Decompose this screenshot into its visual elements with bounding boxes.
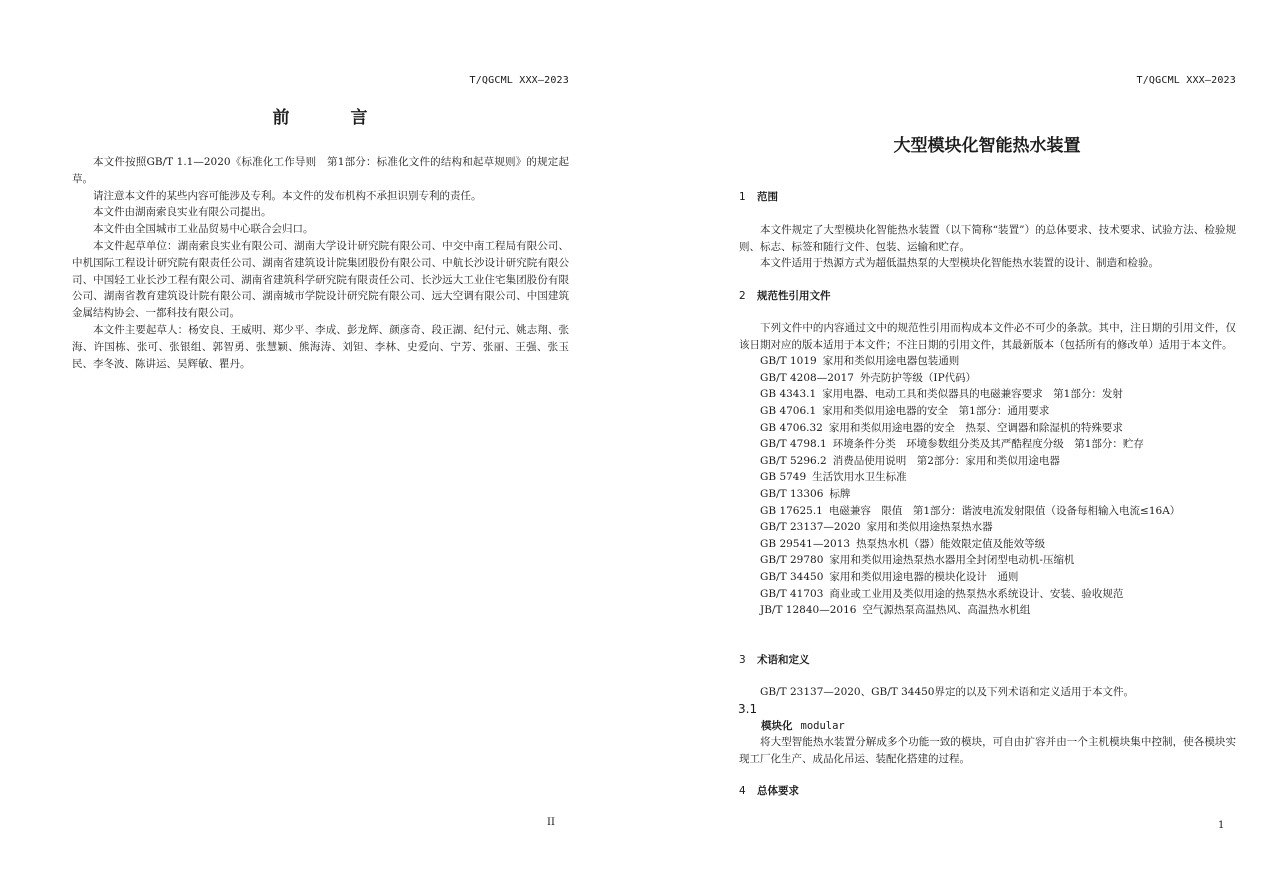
document-code: T/QGCML XXX—2023 [469, 75, 569, 86]
reference-list [739, 353, 1236, 619]
reference-item: GB/T 5296.2 消费品使用说明 第2部分：家用和类似用途电器 [760, 454, 1060, 467]
section-heading-terms [739, 652, 810, 668]
section-title: 术语和定义 [757, 654, 810, 666]
reference-item: GB/T 34450 家用和类似用途电器的模块化设计 通则 [760, 570, 1019, 583]
preface-page [0, 0, 640, 887]
page-number: 1 [1218, 820, 1225, 831]
reference-item: GB/T 4798.1 环境条件分类 环境参数组分类及其严酷程度分级 第1部分：贮存 [760, 438, 1144, 451]
scope-paragraph: 本文件规定了大型模块化智能热水装置（以下简称“装置”）的总体要求、技术要求、试验方法、检验规则、标志、标签和随行文件、包装、运输和贮存。 [739, 224, 1236, 253]
reference-item: GB 4706.1 家用和类似用途电器的安全 第1部分：通用要求 [760, 404, 1050, 417]
term-chinese: 模块化 [761, 720, 793, 732]
content-page [647, 0, 1287, 887]
reference-item: JB/T 12840—2016 空气源热泵高温热风、高温热水机组 [760, 604, 1031, 617]
section-heading-normative [739, 288, 831, 304]
section-number: 2 [739, 290, 746, 302]
section-heading-general [739, 783, 799, 799]
document-code: T/QGCML XXX—2023 [1136, 75, 1236, 86]
preface-paragraph: 请注意本文件的某些内容可能涉及专利。本文件的发布机构不承担识别专利的责任。 [93, 189, 482, 202]
preface-body [72, 154, 569, 372]
section-number: 1 [739, 191, 746, 203]
section-heading-scope [739, 189, 778, 205]
reference-item: GB/T 13306 标牌 [760, 487, 851, 500]
preface-paragraph: 本文件由全国城市工业品贸易中心联合会归口。 [93, 223, 314, 236]
section-title: 范围 [757, 191, 778, 203]
term-entry [761, 718, 845, 734]
reference-item: GB 29541—2013 热泵热水机（器）能效限定值及能效等级 [760, 537, 1046, 550]
reference-item: GB 5749 生活饮用水卫生标准 [760, 471, 907, 484]
reference-item: GB/T 1019 家用和类似用途电器包装通则 [760, 355, 960, 368]
scope-paragraph: 本文件适用于热源方式为超低温热泵的大型模块化智能热水装置的设计、制造和检验。 [760, 257, 1159, 270]
preface-paragraph: 本文件按照GB/T 1.1—2020《标准化工作导则 第1部分：标准化文件的结构和起草规则》的规定起草。 [72, 156, 569, 185]
section-number: 3 [739, 654, 746, 666]
page-number: II [547, 817, 555, 828]
reference-item: GB 4343.1 家用电器、电动工具和类似器具的电磁兼容要求 第1部分：发射 [760, 388, 1123, 401]
reference-item: GB/T 23137—2020 家用和类似用途热泵热水器 [760, 521, 993, 534]
reference-item: GB/T 4208—2017 外壳防护等级（IP代码） [760, 371, 977, 384]
section-number: 4 [739, 785, 746, 797]
normative-body [739, 320, 1236, 619]
normative-intro: 下列文件中的内容通过文中的规范性引用而构成本文件必不可少的条款。其中，注日期的引用文件，仅该日期对应的版本适用于本文件；不注日期的引用文件，其最新版本（包括所有的修改单）适用于本文件。 [739, 322, 1236, 351]
reference-item: GB 4706.32 家用和类似用途电器的安全 热泵、空调器和除湿机的特殊要求 [760, 421, 1123, 434]
term-definition [739, 734, 1236, 767]
terms-intro-text: GB/T 23137—2020、GB/T 34450界定的以及下列术语和定义适用于本文件。 [760, 686, 1134, 698]
scope-body [739, 222, 1236, 272]
reference-item: GB/T 29780 家用和类似用途热泵热水器用全封闭型电动机-压缩机 [760, 554, 1075, 567]
preface-title: 前 言 [272, 108, 390, 128]
preface-paragraph: 本文件起草单位：湖南索良实业有限公司、湖南大学设计研究院有限公司、中交中南工程局有限公司、中机国际工程设计研究院有限责任公司、湖南省建筑设计院集团股份有限公司、中航长沙设计研究院有限公司、中国轻工业长沙工程有限公司、湖南省建筑科学研究院有限责任公司、长沙远大工业住宅集团股份有限公司、湖南省教育建筑设计院有限公司、湖南城市学院设计研究院有限公司、远大空调有限公司、中国建筑金属结构协会、一都科技有限公司。 [72, 239, 569, 320]
term-definition-text: 将大型智能热水装置分解成多个功能一致的模块，可自由扩容并由一个主机模块集中控制，使各模块实现工厂化生产、成品化吊运、装配化搭建的过程。 [739, 736, 1236, 765]
section-title: 规范性引用文件 [757, 290, 831, 302]
reference-item: GB/T 41703 商业或工业用及类似用途的热泵热水系统设计、安装、验收规范 [760, 587, 1124, 600]
document-title: 大型模块化智能热水装置 [893, 136, 1081, 156]
terms-intro [739, 684, 1236, 701]
preface-paragraph: 本文件主要起草人：杨安良、王威明、郑少平、李成、彭龙辉、颜彦奇、段正湖、纪付元、姚志翔、张海、许国栋、张可、张银组、郭智勇、张慧颖、熊海涛、刘钽、李林、史爱向、宁芳、张丽、王强、张玉民、李冬波、陈讲运、吴辉敏、瞿丹。 [72, 323, 569, 370]
term-english: modular [800, 720, 845, 732]
reference-item: GB 17625.1 电磁兼容 限值 第1部分：谐波电流发射限值（设备每相输入电流≤16A） [760, 504, 1181, 517]
section-title: 总体要求 [757, 785, 799, 797]
subclause-number: 3.1 [738, 702, 758, 716]
preface-paragraph: 本文件由湖南索良实业有限公司提出。 [93, 206, 272, 219]
